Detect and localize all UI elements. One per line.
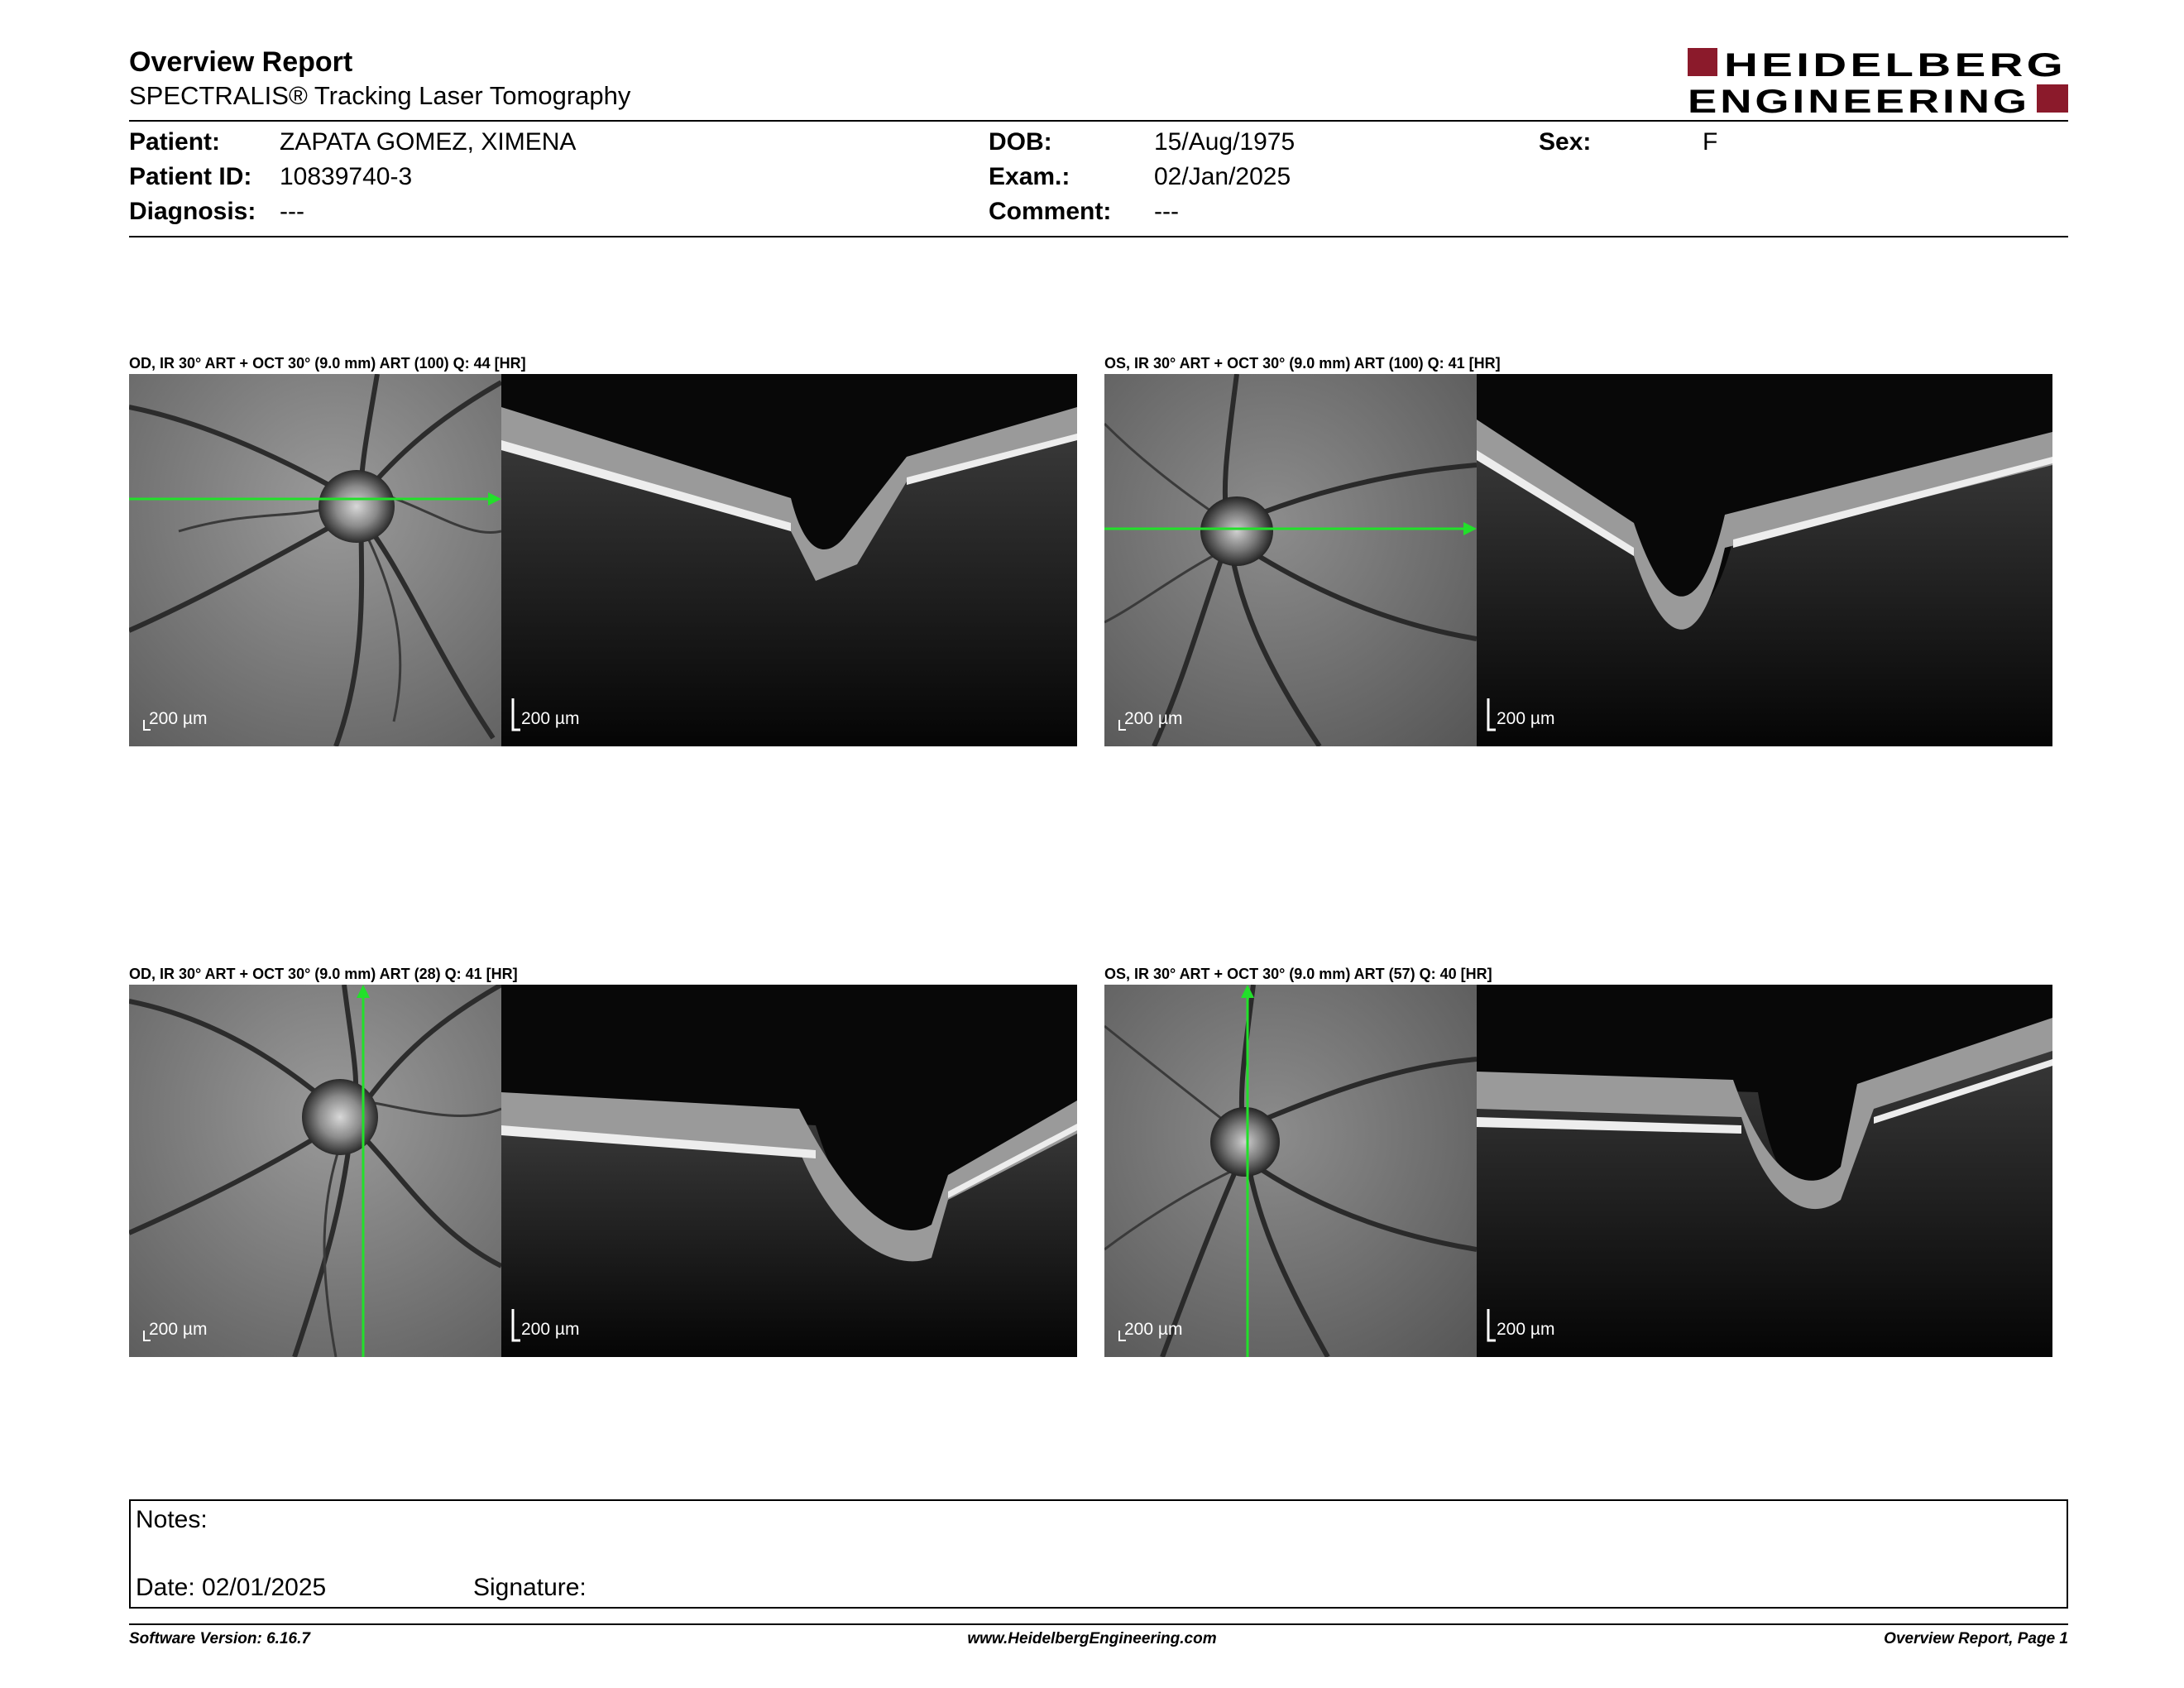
scale-label-oct: 200 µm — [521, 1320, 580, 1339]
scale-label-oct: 200 µm — [1497, 1320, 1555, 1339]
oct-bscan-image-od-vertical — [501, 985, 1077, 1357]
scale-bar-icon — [511, 1309, 521, 1342]
oct-bscan-image-od — [501, 374, 1077, 746]
patient-rule — [129, 236, 2068, 237]
scan-line — [129, 985, 501, 1357]
notes-box[interactable] — [129, 1499, 2068, 1609]
scale-label-ir: 200 µm — [149, 709, 208, 728]
comment-label: Comment: — [989, 198, 1112, 225]
oct-bscan-image-os — [1477, 374, 2052, 746]
logo-square-top — [1688, 48, 1717, 76]
signature-label: Signature: — [473, 1574, 587, 1601]
scale-bar-icon — [1487, 1309, 1497, 1342]
ir-fundus-image-os — [1104, 374, 1477, 746]
dob-label: DOB: — [989, 128, 1052, 156]
scale-label-oct: 200 µm — [1497, 709, 1555, 728]
scale-label-oct: 200 µm — [521, 709, 580, 728]
software-version: Software Version: 6.16.7 — [129, 1630, 310, 1647]
scale-label-ir: 200 µm — [1124, 709, 1183, 728]
ir-fundus-image-od — [129, 374, 501, 746]
diagnosis-label: Diagnosis: — [129, 198, 256, 225]
scale-label-ir: 200 µm — [149, 1320, 208, 1339]
heidelberg-logo — [1688, 46, 2068, 116]
scan-line — [129, 374, 501, 746]
scan-caption-od-horizontal: OD, IR 30° ART + OCT 30° (9.0 mm) ART (100) Q: 44 [HR] — [129, 355, 526, 372]
patient-id-label: Patient ID: — [129, 163, 252, 190]
sex-label: Sex: — [1539, 128, 1592, 156]
ir-fundus-image-os-vertical — [1104, 985, 1477, 1357]
exam-value: 02/Jan/2025 — [1154, 163, 1291, 190]
notes-label: Notes: — [136, 1506, 208, 1533]
report-title: Overview Report — [129, 46, 353, 78]
sex-value: F — [1703, 128, 1718, 156]
ir-fundus-image-od-vertical — [129, 985, 501, 1357]
patient-name: ZAPATA GOMEZ, XIMENA — [280, 128, 577, 156]
logo-line1: HEIDELBERG — [1724, 47, 2067, 84]
exam-label: Exam.: — [989, 163, 1070, 190]
footer-rule — [129, 1623, 2068, 1625]
scan-line — [1104, 374, 1477, 746]
logo-line2: ENGINEERING — [1688, 84, 2030, 116]
page-number: Overview Report, Page 1 — [1884, 1630, 2068, 1647]
dob-value: 15/Aug/1975 — [1154, 128, 1296, 156]
header-rule — [129, 120, 2068, 122]
website-link[interactable]: www.HeidelbergEngineering.com — [967, 1630, 1217, 1647]
comment-value: --- — [1154, 198, 1179, 225]
logo-square-bottom — [2037, 84, 2068, 113]
scan-caption-os-vertical: OS, IR 30° ART + OCT 30° (9.0 mm) ART (57) Q: 40 [HR] — [1104, 966, 1492, 982]
patient-id: 10839740-3 — [280, 163, 413, 190]
report-subtitle: SPECTRALIS® Tracking Laser Tomography — [129, 81, 631, 110]
scan-caption-os-horizontal: OS, IR 30° ART + OCT 30° (9.0 mm) ART (100) Q: 41 [HR] — [1104, 355, 1501, 372]
oct-bscan-image-os-vertical — [1477, 985, 2052, 1357]
date-label: Date: 02/01/2025 — [136, 1574, 327, 1601]
scan-line — [1104, 985, 1477, 1357]
diagnosis-value: --- — [280, 198, 304, 225]
scale-bar-icon — [1487, 698, 1497, 731]
scale-bar-icon — [511, 698, 521, 731]
scan-caption-od-vertical: OD, IR 30° ART + OCT 30° (9.0 mm) ART (28) Q: 41 [HR] — [129, 966, 518, 982]
scale-label-ir: 200 µm — [1124, 1320, 1183, 1339]
patient-label: Patient: — [129, 128, 221, 156]
